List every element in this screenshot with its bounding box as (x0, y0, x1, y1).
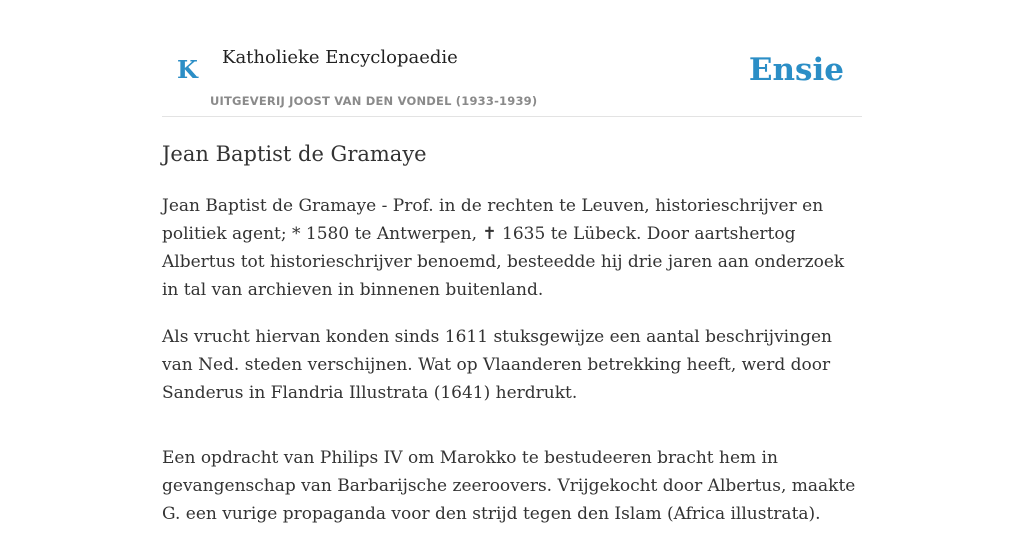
brand-logo[interactable]: Ensie (748, 52, 844, 88)
content-container (162, 0, 862, 524)
publisher-subtitle: UITGEVERIJ JOOST VAN DEN VONDEL (1933-1939) (210, 94, 538, 108)
article-paragraph: Een opdracht van Philips IV om Marokko te bestudeeren bracht hem in gevangenschap van Barbarijsche zeeroovers. Vrijgekocht door Albertus, maakte G. een vurige propaganda voor den strijd tegen den Islam (Africa illustrata). (162, 448, 856, 524)
article-paragraph: Als vrucht hiervan konden sinds 1611 stuksgewijze een aantal beschrijvingen van Ned. steden verschijnen. Wat op Vlaanderen betrekking heeft, werd door Sanderus in Flandria Illustrata (1641) herdrukt. (162, 327, 832, 403)
article-paragraph: Jean Baptist de Gramaye - Prof. in de rechten te Leuven, historieschrijver en politiek agent; * 1580 te Antwerpen, ✝ 1635 te Lübeck. Door aartshertog Albertus tot historieschrijver benoemd, besteedde hij drie jaren aan onderzoek in tal van archieven in binnenen buitenland. (162, 196, 845, 300)
encyclopedia-logo[interactable]: K (177, 55, 198, 84)
article-title: Jean Baptist de Gramaye (162, 142, 427, 166)
site-title[interactable]: Katholieke Encyclopaedie (222, 47, 458, 68)
site-header (162, 0, 862, 117)
article-body (162, 192, 862, 547)
